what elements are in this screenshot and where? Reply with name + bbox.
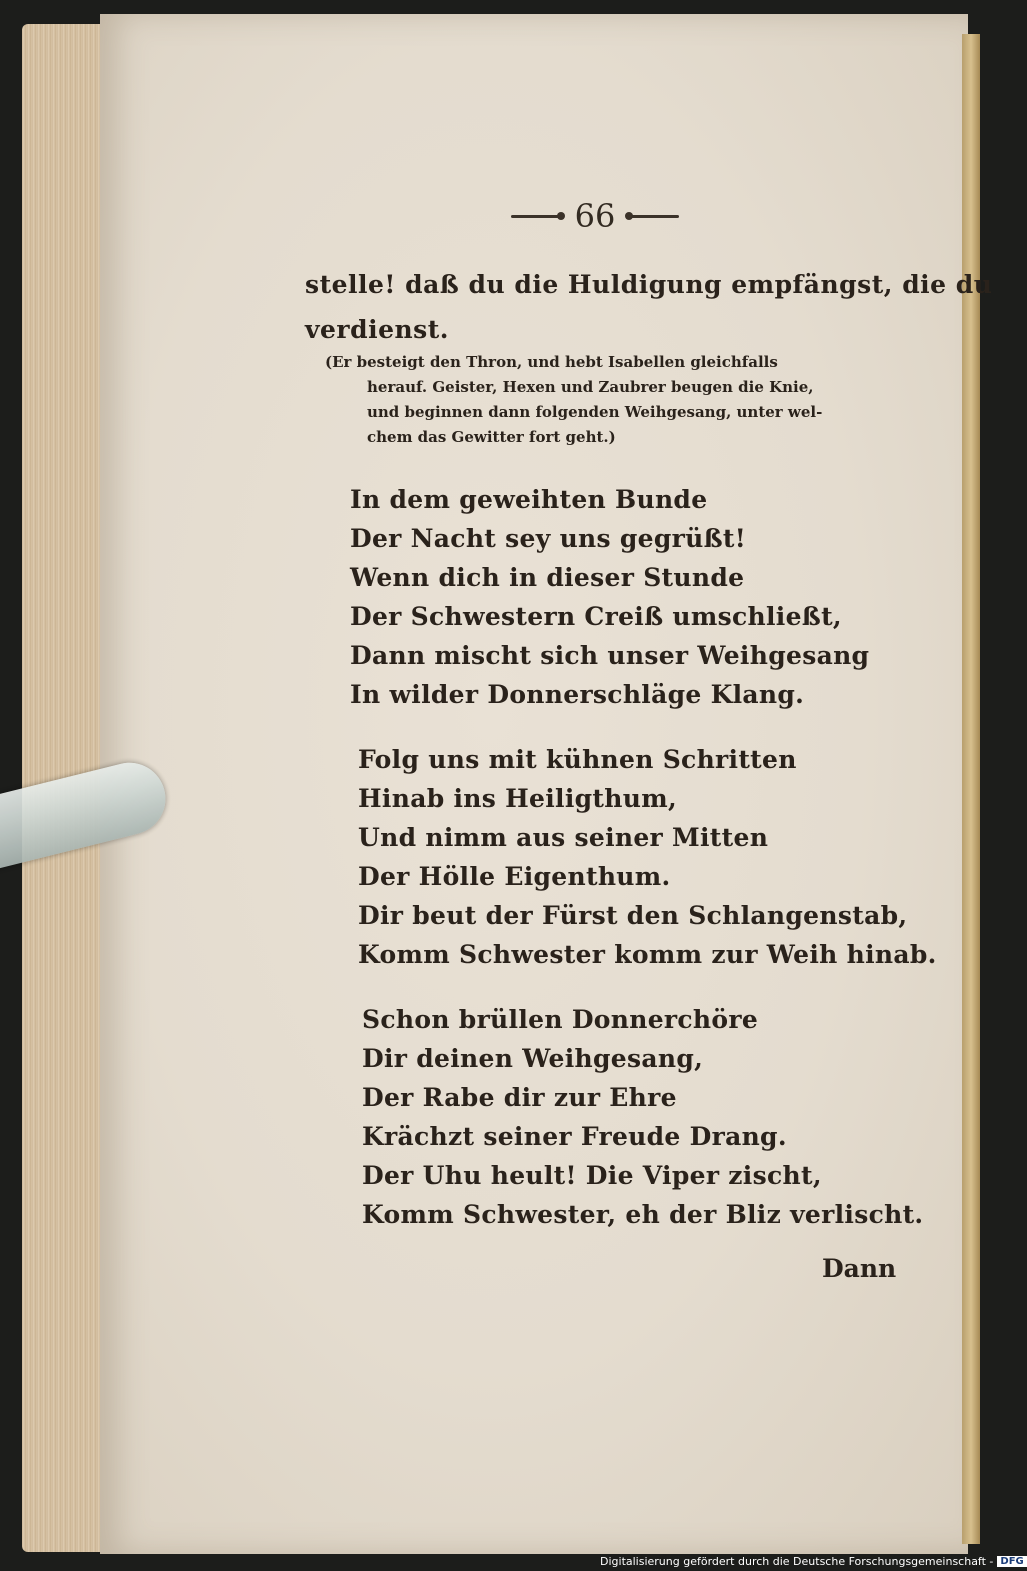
- verse-line: Folg uns mit kühnen Schritten: [358, 745, 797, 774]
- verse-line: Dann mischt sich unser Weihgesang: [350, 641, 870, 670]
- stage-line: und beginnen dann folgenden Weihgesang, unter wel-: [367, 403, 823, 421]
- verse-line: Dir deinen Weihgesang,: [362, 1044, 704, 1073]
- prose-block: [305, 262, 992, 352]
- verse-line: Der Uhu heult! Die Viper zischt,: [362, 1161, 822, 1190]
- footer-credit: [600, 1553, 1027, 1569]
- verse-line: Der Nacht sey uns gegrüßt!: [350, 524, 747, 553]
- ornament-left: [511, 215, 561, 218]
- verse-line: Schon brüllen Donnerchöre: [362, 1005, 759, 1034]
- verse-line: In wilder Donnerschläge Klang.: [350, 680, 805, 709]
- prose-line: stelle! daß du die Huldigung empfängst, die du: [305, 270, 993, 299]
- verse-line: Krächzt seiner Freude Drang.: [362, 1122, 787, 1151]
- page-number: 66: [574, 197, 616, 235]
- verse-line: Wenn dich in dieser Stunde: [350, 563, 745, 592]
- stage-direction: [325, 350, 822, 450]
- verse-line: Der Hölle Eigenthum.: [358, 862, 671, 891]
- stanza-1: [350, 480, 869, 714]
- catchword: Dann: [822, 1254, 897, 1283]
- footer-credit-text: Digitalisierung gefördert durch die Deutsche Forschungsgemeinschaft -: [600, 1554, 994, 1568]
- stanza-2: [358, 740, 937, 974]
- stage-line: herauf. Geister, Hexen und Zaubrer beugen die Knie,: [367, 378, 814, 396]
- dfg-logo: DFG: [997, 1556, 1026, 1567]
- verse-line: Der Rabe dir zur Ehre: [362, 1083, 677, 1112]
- stage-line: (Er besteigt den Thron, und hebt Isabellen gleichfalls: [325, 353, 778, 371]
- prose-line: verdienst.: [305, 315, 449, 344]
- facing-page-edge: [962, 34, 980, 1544]
- verse-line: Hinab ins Heiligthum,: [358, 784, 677, 813]
- stage-line: chem das Gewitter fort geht.): [367, 428, 616, 446]
- verse-line: Und nimm aus seiner Mitten: [358, 823, 769, 852]
- verse-line: Komm Schwester, eh der Bliz verlischt.: [362, 1200, 924, 1229]
- page-header: [470, 196, 720, 236]
- stanza-3: [362, 1000, 923, 1234]
- verse-line: Dir beut der Fürst den Schlangenstab,: [358, 901, 908, 930]
- verse-line: Komm Schwester komm zur Weih hinab.: [358, 940, 937, 969]
- verse-line: In dem geweihten Bunde: [350, 485, 708, 514]
- verse-line: Der Schwestern Creiß umschließt,: [350, 602, 842, 631]
- ornament-right: [629, 215, 679, 218]
